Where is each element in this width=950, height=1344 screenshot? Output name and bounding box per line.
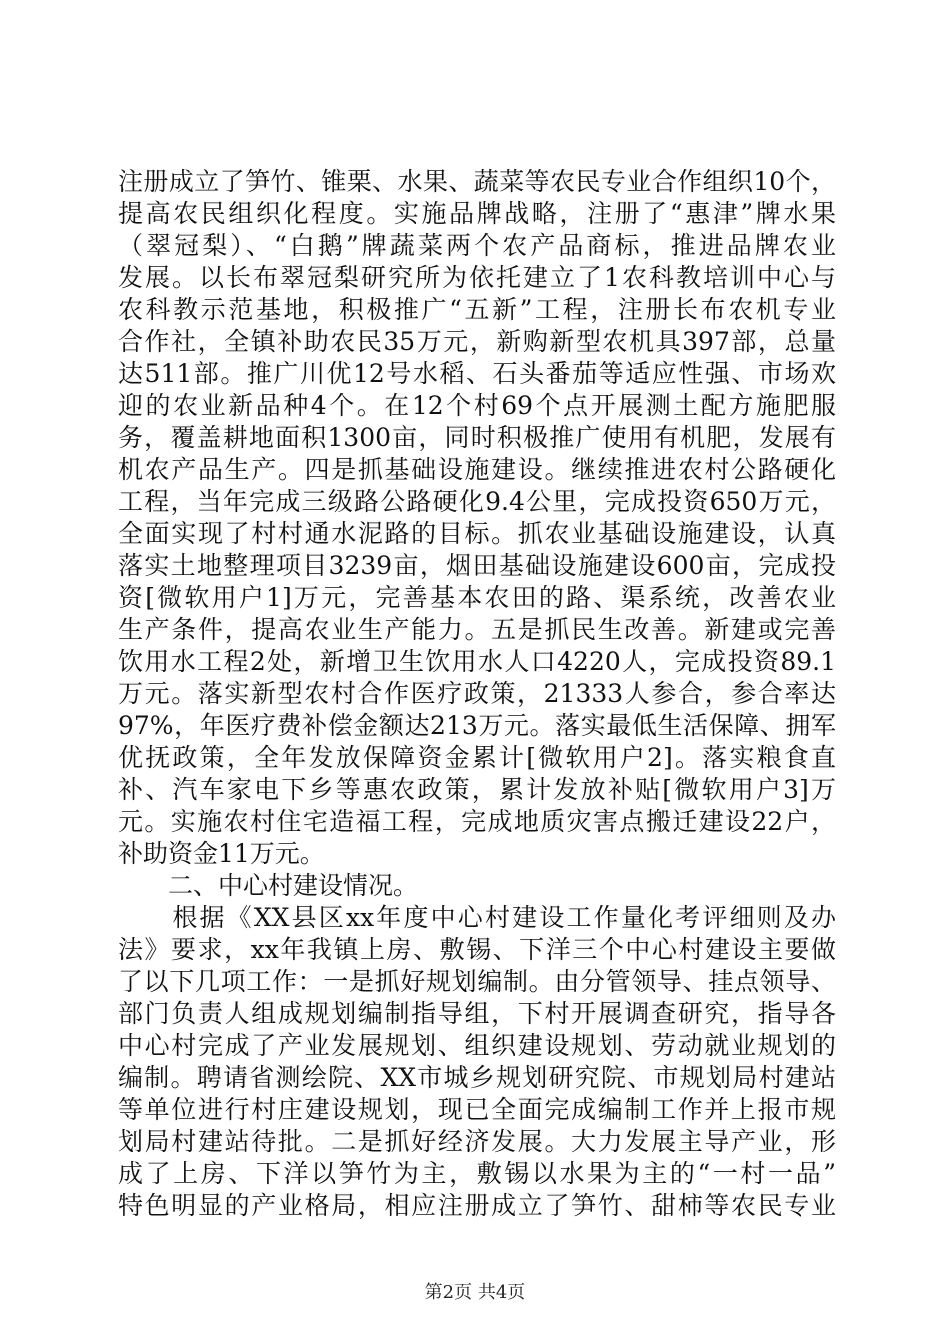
body-text-line: 工程，当年完成三级路公路硬化9.4公里，完成投资650万元， [118, 487, 836, 516]
page-footer: 第2页 共4页 [424, 1282, 526, 1303]
body-text-line: 编制。聘请省测绘院、XX市城乡规划研究院、市规划局村建站 [118, 1063, 836, 1092]
body-text-line: 补助资金11万元。 [118, 839, 325, 868]
body-text-line: 根据《XX县区xx年度中心村建设工作量化考评细则及办 [118, 903, 836, 932]
section-heading: 二、中心村建设情况。 [118, 871, 419, 900]
body-text-line: 97%，年医疗费补偿金额达213万元。落实最低生活保障、拥军 [118, 711, 836, 740]
body-text-line: 万元。落实新型农村合作医疗政策，21333人参合，参合率达 [118, 679, 836, 708]
body-text-line: 合作社，全镇补助农民35万元，新购新型农机具397部，总量 [118, 327, 836, 356]
body-text-line: 资[微软用户1]万元，完善基本农田的路、渠系统，改善农业 [118, 583, 836, 612]
body-text-line: 机农产品生产。四是抓基础设施建设。继续推进农村公路硬化 [118, 455, 836, 484]
body-text-line: 元。实施农村住宅造福工程，完成地质灾害点搬迁建设22户， [118, 807, 836, 836]
body-text-line: 达511部。推广川优12号水稻、石头番茄等适应性强、市场欢 [118, 359, 836, 388]
body-text-line: （翠冠梨）、“白鹅”牌蔬菜两个农产品商标，推进品牌农业 [118, 231, 836, 260]
body-text-line: 提高农民组织化程度。实施品牌战略，注册了“惠津”牌水果 [118, 199, 836, 228]
body-text-line: 饮用水工程2处，新增卫生饮用水人口4220人，完成投资89.1 [118, 647, 836, 676]
body-text-line: 中心村完成了产业发展规划、组织建设规划、劳动就业规划的 [118, 1031, 836, 1060]
body-text-line: 注册成立了笋竹、锥栗、水果、蔬菜等农民专业合作组织10个， [118, 167, 836, 196]
body-text-line: 划局村建站待批。二是抓好经济发展。大力发展主导产业，形 [118, 1127, 836, 1156]
body-text-line: 落实土地整理项目3239亩，烟田基础设施建设600亩，完成投 [118, 551, 836, 580]
body-text-line: 优抚政策，全年发放保障资金累计[微软用户2]。落实粮食直 [118, 743, 836, 772]
body-text-line: 农科教示范基地，积极推广“五新”工程，注册长布农机专业 [118, 295, 836, 324]
body-text-line: 迎的农业新品种4个。在12个村69个点开展测土配方施肥服 [118, 391, 836, 420]
body-text-line: 成了上房、下洋以笋竹为主，敷锡以水果为主的“一村一品” [118, 1159, 836, 1188]
body-text-line: 特色明显的产业格局，相应注册成立了笋竹、甜柿等农民专业 [118, 1191, 836, 1220]
body-text-line: 生产条件，提高农业生产能力。五是抓民生改善。新建或完善 [118, 615, 836, 644]
body-text-line: 发展。以长布翠冠梨研究所为依托建立了1农科教培训中心与 [118, 263, 836, 292]
body-text-line: 部门负责人组成规划编制指导组，下村开展调查研究，指导各 [118, 999, 836, 1028]
body-text-line: 法》要求，xx年我镇上房、敷锡、下洋三个中心村建设主要做 [118, 935, 836, 964]
body-text-line: 等单位进行村庄建设规划，现已全面完成编制工作并上报市规 [118, 1095, 836, 1124]
body-text-line: 了以下几项工作：一是抓好规划编制。由分管领导、挂点领导、 [118, 967, 836, 996]
body-text-line: 补、汽车家电下乡等惠农政策，累计发放补贴[微软用户3]万 [118, 775, 836, 804]
body-text-line: 务，覆盖耕地面积1300亩，同时积极推广使用有机肥，发展有 [118, 423, 836, 452]
body-text-line: 全面实现了村村通水泥路的目标。抓农业基础设施建设，认真 [118, 519, 836, 548]
